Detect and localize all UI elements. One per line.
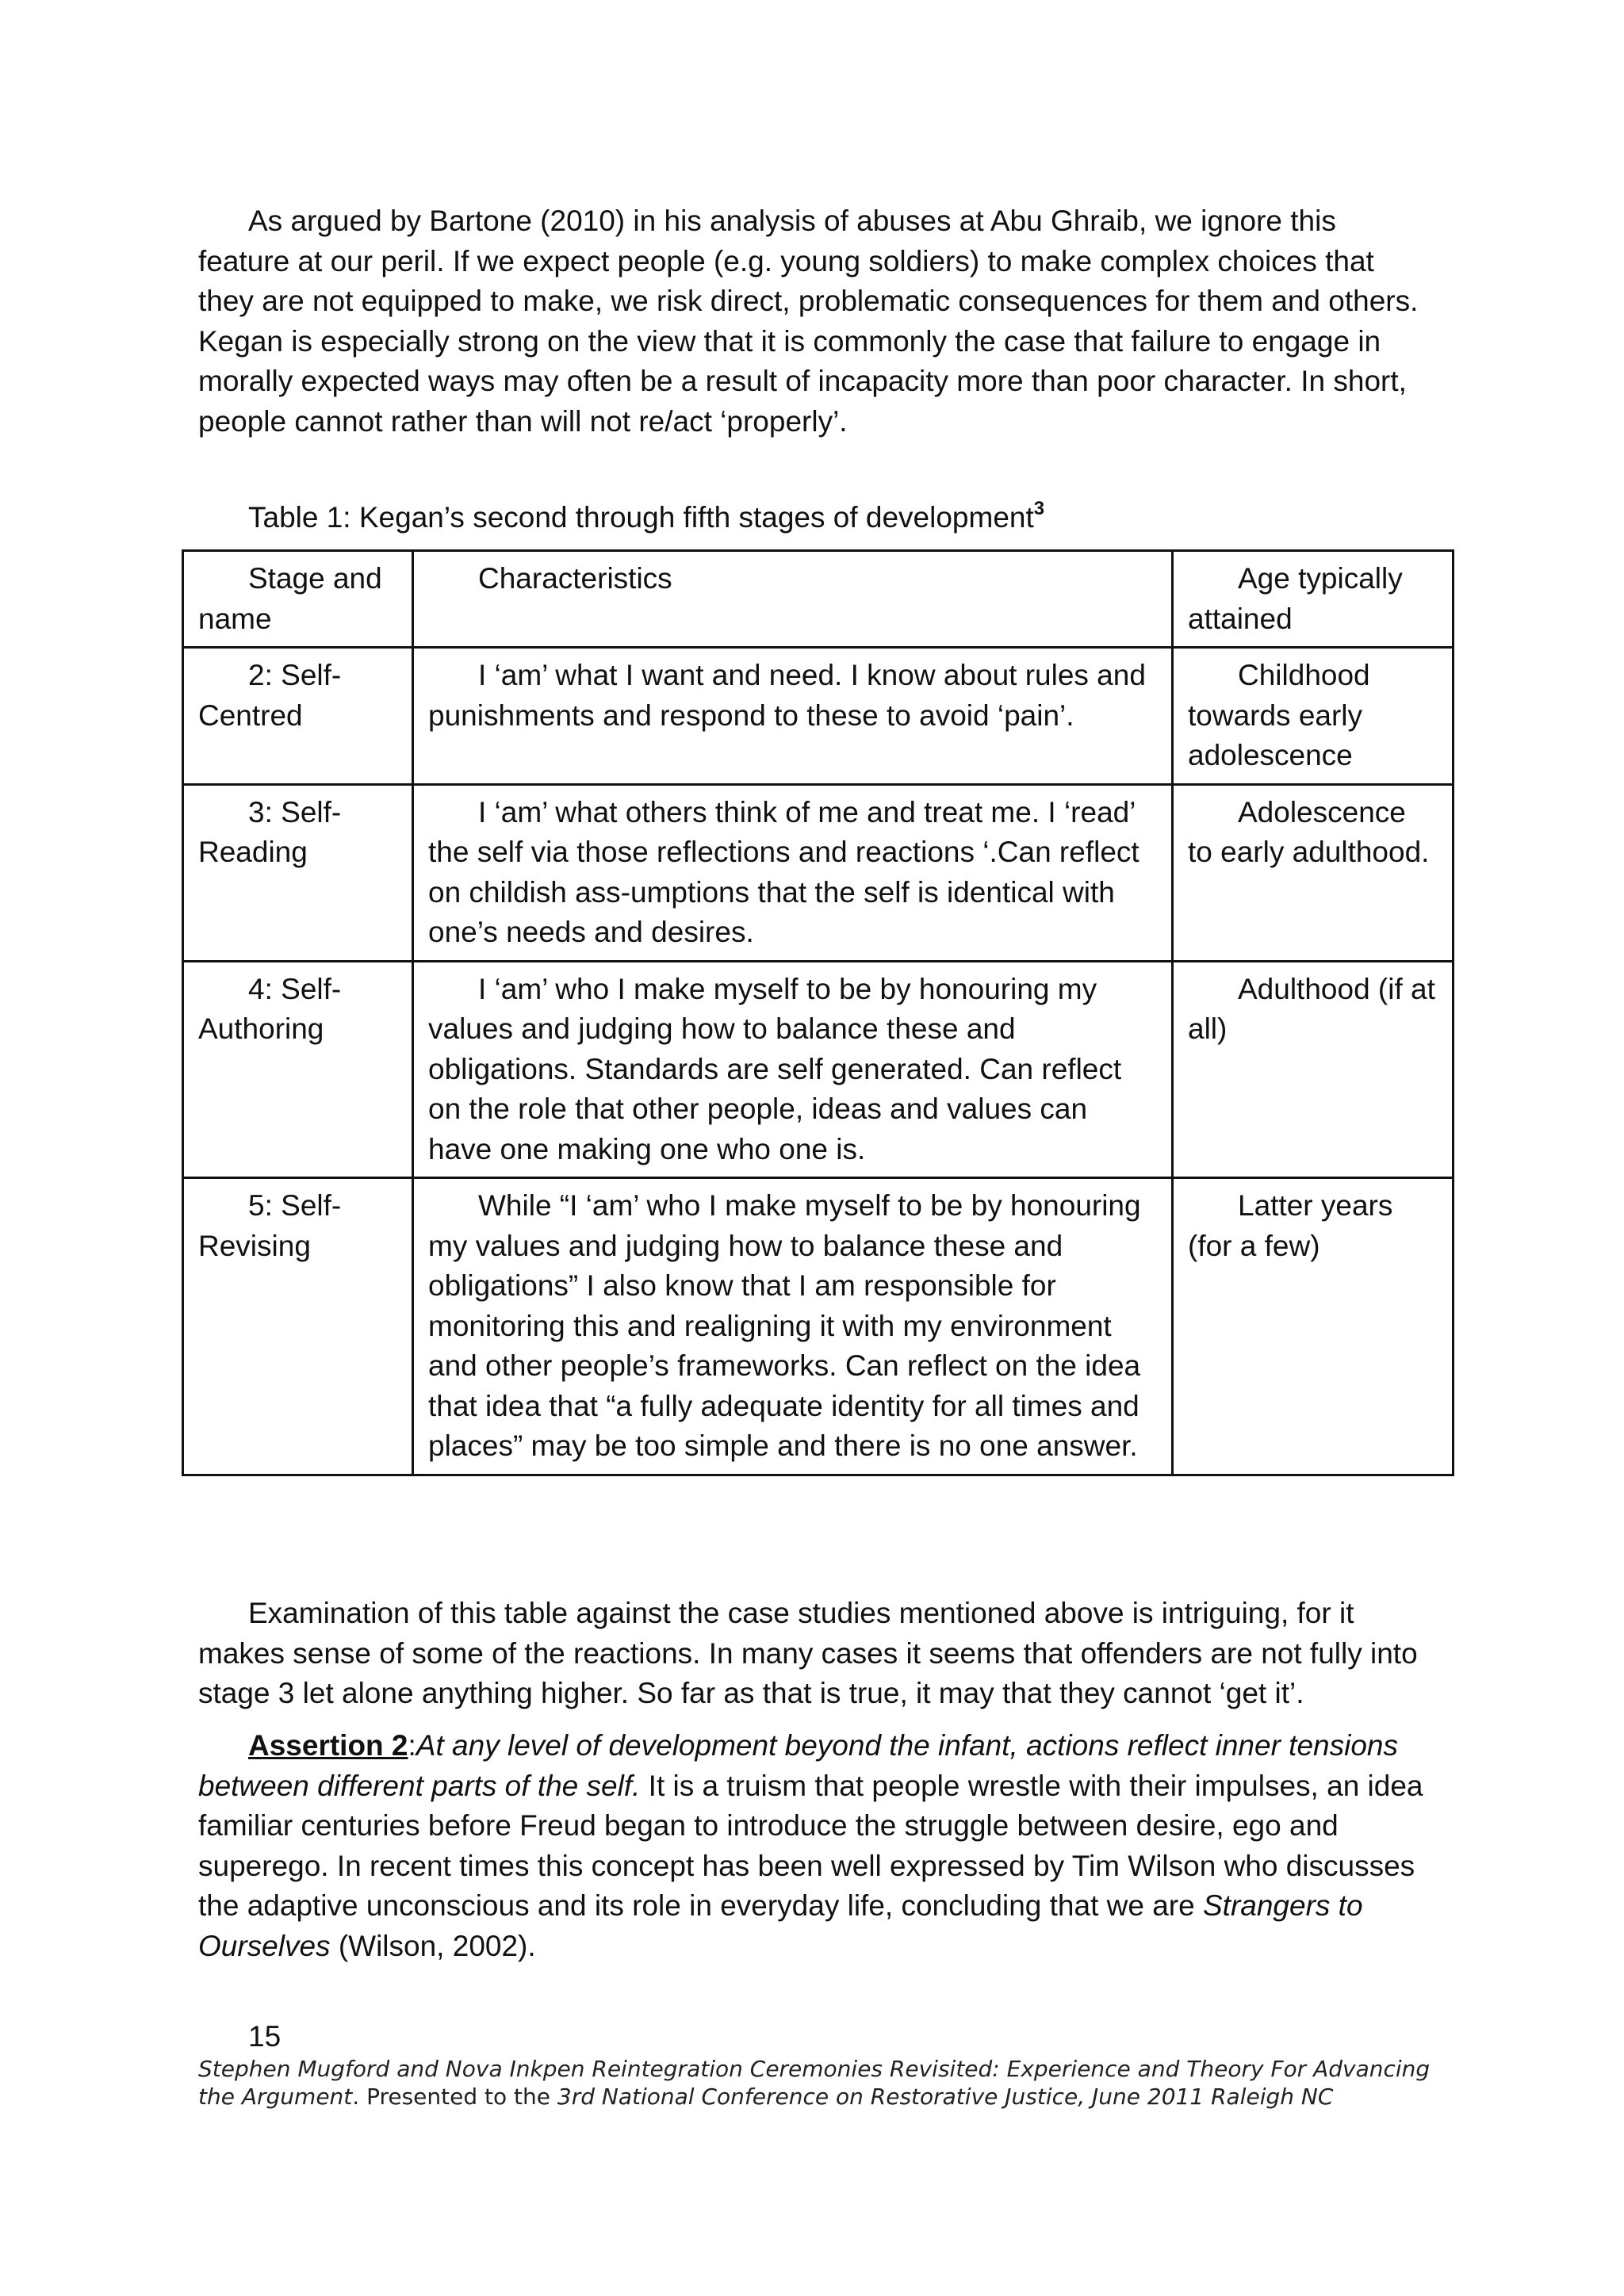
page-footer: [198, 2055, 1467, 2110]
page-number: 15: [248, 2020, 282, 2053]
table-row: [183, 961, 1454, 1178]
assertion-body: It is a truism that people wrestle with their impulses, an idea familiar centuries before Freud began to introduce the struggle between desire, ego and superego. In recent times this concept has been well expressed by Tim Wilson who discusses the adaptive unconscious and its role in everyday life, concluding that we are: [198, 1769, 1423, 1922]
assertion-separator: :: [408, 1729, 416, 1762]
stage-cell: 3: Self-Reading: [183, 784, 413, 961]
age-cell: Childhood towards early adolescence: [1173, 648, 1454, 785]
age-cell: Adulthood (if at all): [1173, 961, 1454, 1178]
footnote-marker: 3: [1033, 498, 1045, 519]
book-title: Strangers to Ourselves: [198, 1889, 1363, 1962]
header-stage: Stage and name: [183, 551, 413, 648]
header-characteristics: Characteristics: [413, 551, 1173, 648]
footer-middle: . Presented to the: [352, 2084, 557, 2110]
stage-cell: 2: Self-Centred: [183, 648, 413, 785]
assertion-claim: At any level of development beyond the infant, actions reflect inner tensions between different parts of the self.: [198, 1729, 1398, 1802]
characteristics-cell: I ‘am’ who I make myself to be by honouring my values and judging how to balance these and obligations. Standards are self generated. Can reflect on the role that other people, ideas and values can have one making one who one is.: [413, 961, 1173, 1178]
characteristics-cell: I ‘am’ what I want and need. I know about rules and punishments and respond to these to avoid ‘pain’.: [413, 648, 1173, 785]
assertion-label: Assertion 2: [248, 1729, 408, 1762]
analysis-paragraph: Examination of this table against the case studies mentioned above is intriguing, for it makes sense of some of the reactions. In many cases it seems that offenders are not fully into stage 3 let alone anything higher. So far as that is true, it may that they cannot ‘get it’.: [198, 1597, 1418, 1709]
header-age: Age typically attained: [1173, 551, 1454, 648]
stage-cell: 4: Self-Authoring: [183, 961, 413, 1178]
table-caption-text: Table 1: Kegan’s second through fifth stages of development: [248, 501, 1034, 534]
table-row: [183, 784, 1454, 961]
age-cell: Latter years (for a few): [1173, 1178, 1454, 1475]
table-header-row: [183, 551, 1454, 648]
table-caption: [248, 498, 1044, 538]
footer-conference: 3rd National Conference on Restorative Justice, June 2011 Raleigh NC: [557, 2084, 1334, 2110]
characteristics-cell: I ‘am’ what others think of me and treat me. I ‘read’ the self via those reflections and reactions ‘.Can reflect on childish ass-umptions that the self is identical with one’s needs and desires.: [413, 784, 1173, 961]
footer-title: Stephen Mugford and Nova Inkpen Reintegration Ceremonies Revisited: Experience and Theory For Advancing the Argument: [198, 2056, 1431, 2110]
assertion-paragraph: [198, 1726, 1435, 1966]
kegan-stages-table: [182, 549, 1454, 1476]
table-row: [183, 1178, 1454, 1475]
age-cell: Adolescence to early adulthood.: [1173, 784, 1454, 961]
table-row: [183, 648, 1454, 785]
stage-cell: 5: Self-Revising: [183, 1178, 413, 1475]
characteristics-cell: While “I ‘am’ who I make myself to be by honouring my values and judging how to balance these and obligations” I also know that I am responsible for monitoring this and realigning it with my environment and other people’s frameworks. Can reflect on the idea that idea that “a fully adequate identity for all times and places” may be too simple and there is no one answer.: [413, 1178, 1173, 1475]
intro-paragraph: As argued by Bartone (2010) in his analysis of abuses at Abu Ghraib, we ignore this feature at our peril. If we expect people (e.g. young soldiers) to make complex choices that they are not equipped to make, we risk direct, problematic consequences for them and others. Kegan is especially strong on the view that it is commonly the case that failure to engage in morally expected ways may often be a result of incapacity more than poor character. In short, people cannot rather than will not re/act ‘properly’.: [198, 205, 1419, 438]
citation: (Wilson, 2002).: [330, 1929, 536, 1962]
